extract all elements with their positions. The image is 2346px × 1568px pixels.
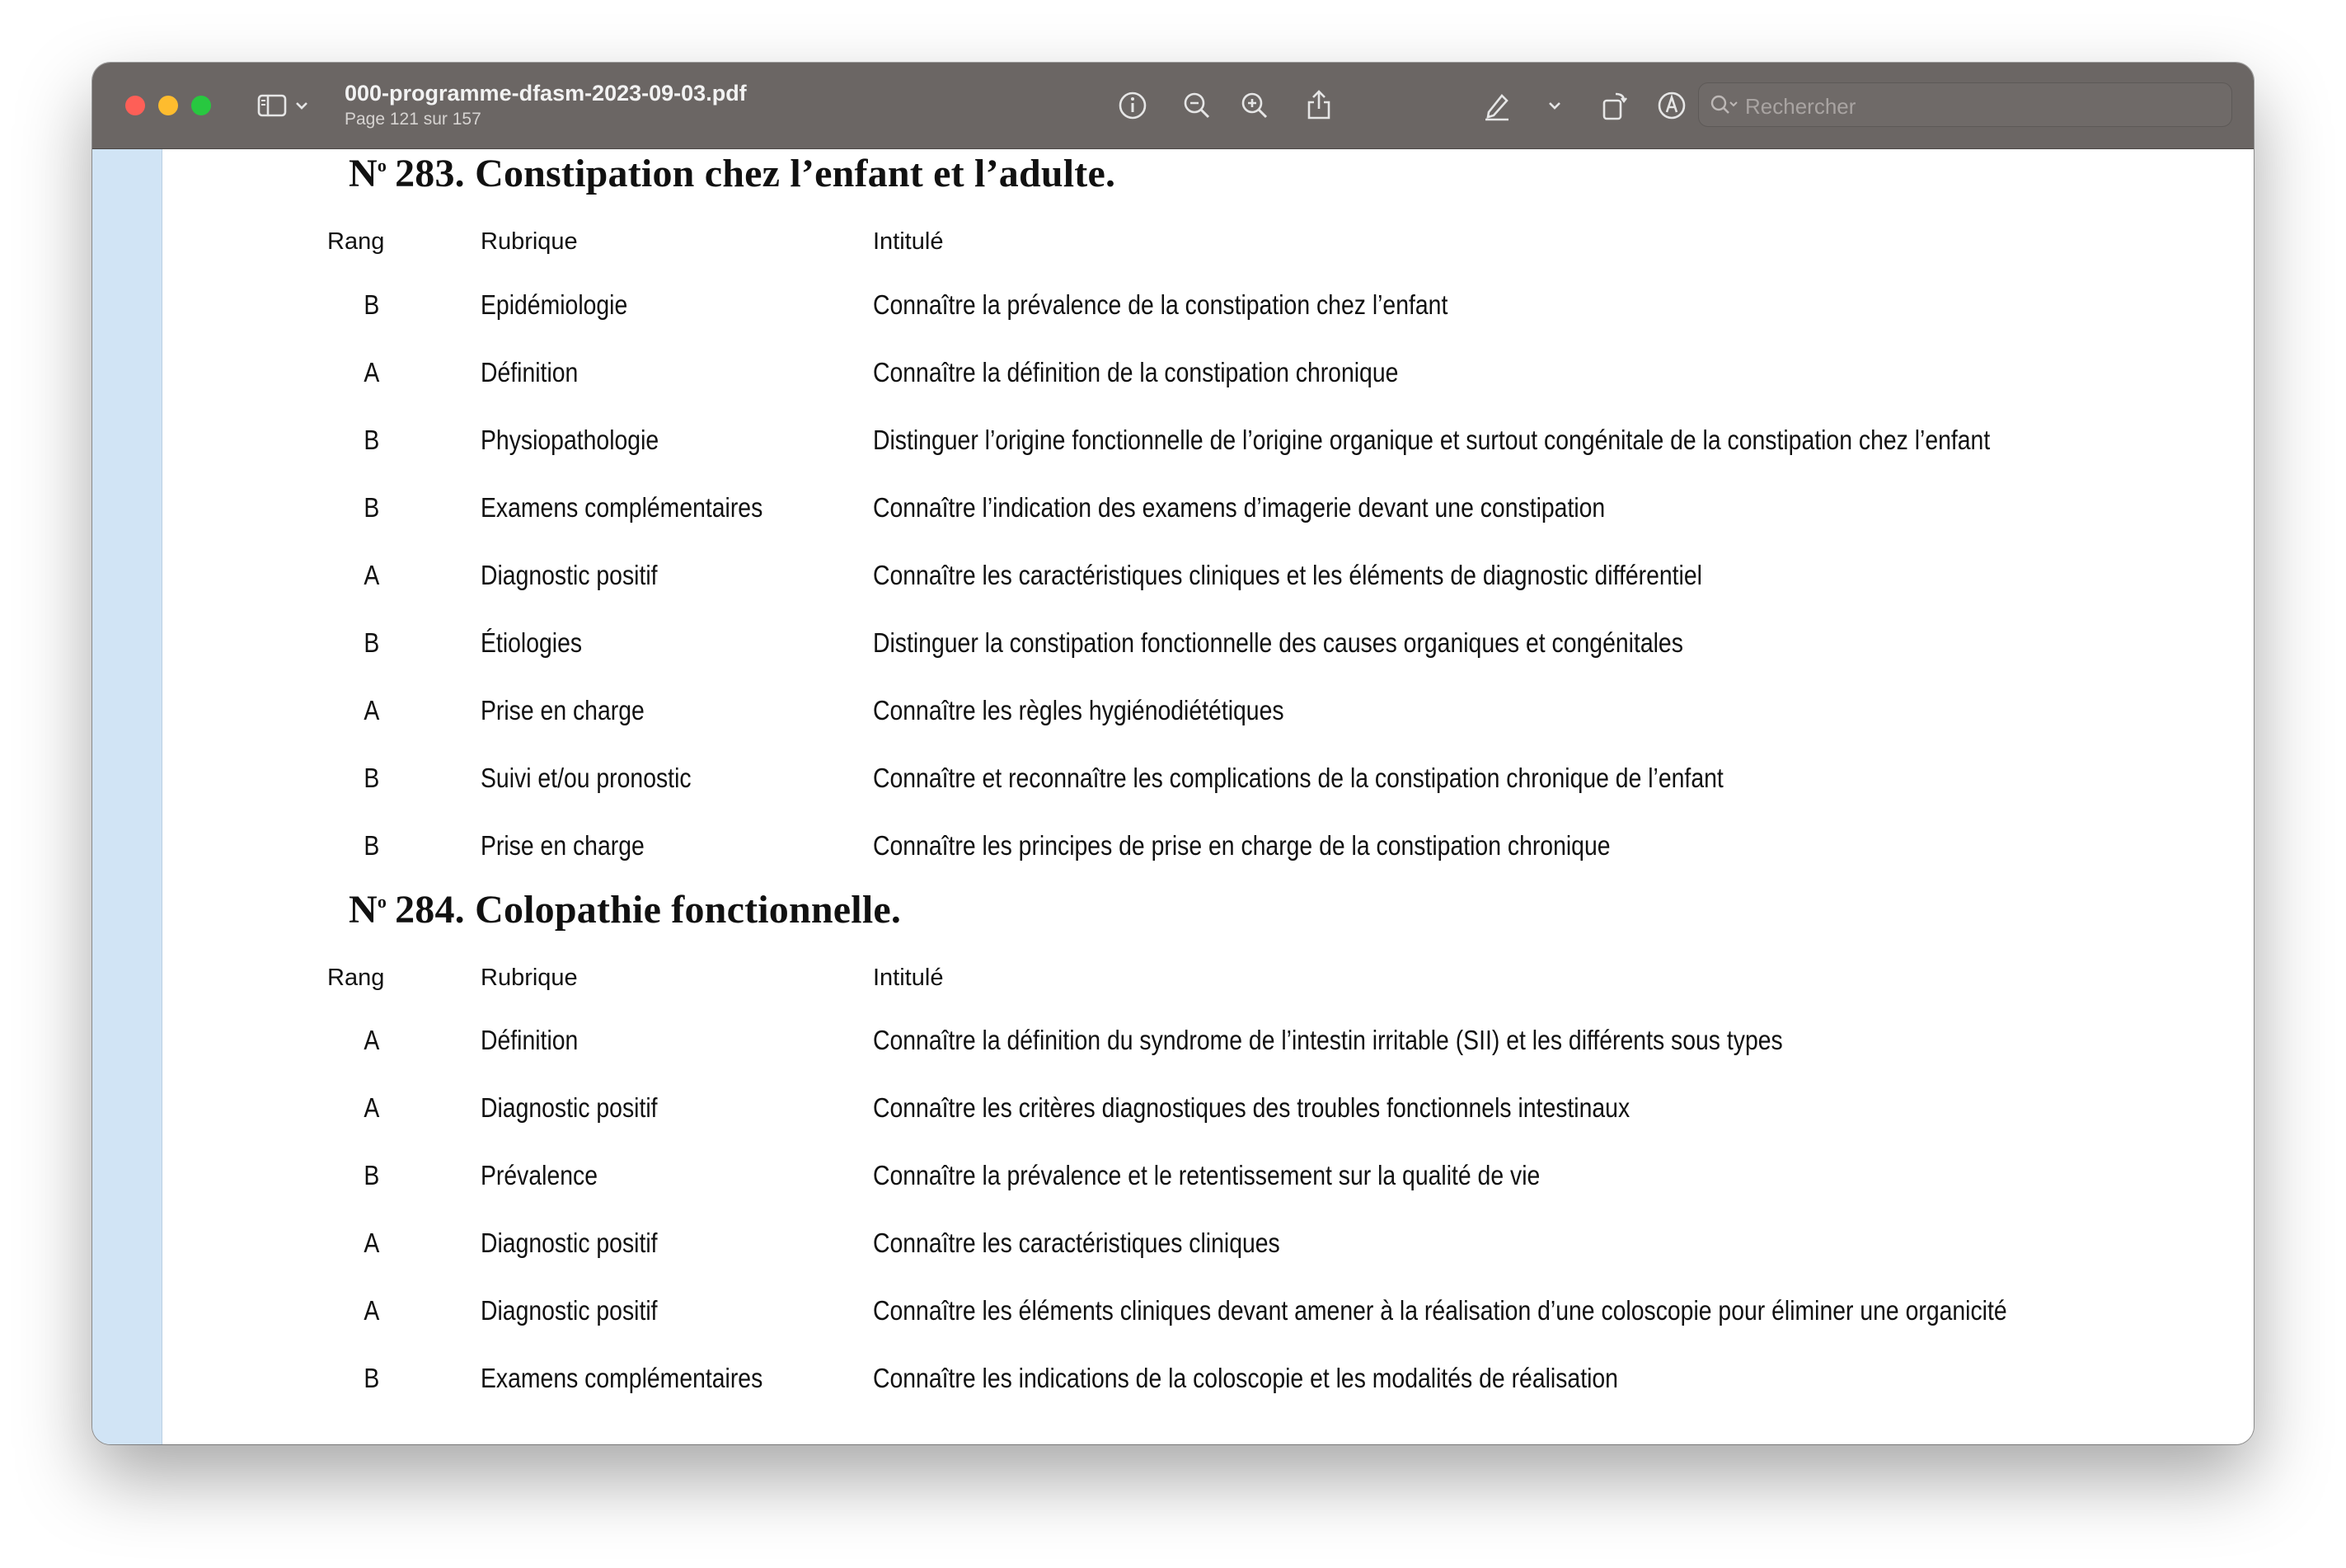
table-cell-rubrique: Examens complémentaires	[481, 1363, 763, 1393]
table-cell-rang: A	[364, 1092, 380, 1123]
section-title: 284. Colopathie fonctionnelle.	[395, 888, 902, 932]
minimize-window-button[interactable]	[158, 96, 178, 115]
table-cell-rubrique: Prise en charge	[481, 695, 645, 725]
table-cell-intitule: Connaître les critères diagnostiques des troubles fonctionnels intestinaux	[873, 1092, 1630, 1123]
table-cell-intitule: Connaître la prévalence et le retentissement sur la qualité de vie	[873, 1160, 1541, 1190]
search-field[interactable]	[1698, 82, 2232, 127]
table-cell-rang: B	[364, 830, 380, 861]
table-cell-intitule: Connaître les éléments cliniques devant amener à la réalisation d’une coloscopie pour éliminer une organicité	[873, 1295, 2007, 1326]
document-title: 000-programme-dfasm-2023-09-03.pdf	[345, 81, 747, 106]
table-cell-rang: B	[364, 1160, 380, 1190]
table-cell-rang: B	[364, 492, 380, 523]
section-number-superscript: o	[377, 155, 387, 176]
table-cell-intitule: Connaître la définition de la constipation chronique	[873, 357, 1399, 387]
title-bar	[92, 63, 2254, 149]
chevron-down-icon[interactable]	[1545, 86, 1565, 125]
table-cell-intitule: Connaître les indications de la coloscopie et les modalités de réalisation	[873, 1363, 1618, 1393]
search-input[interactable]	[1743, 92, 2208, 121]
table-cell-rubrique: Suivi et/ou pronostic	[481, 763, 692, 793]
zoom-in-icon[interactable]	[1235, 86, 1274, 125]
table-cell-intitule: Distinguer la constipation fonctionnelle des causes organiques et congénitales	[873, 627, 1683, 658]
column-header-rang: Rang	[327, 965, 385, 991]
rotate-icon[interactable]	[1594, 86, 1634, 125]
table-cell-rang: B	[364, 425, 380, 455]
table-cell-intitule: Connaître la prévalence de la constipation chez l’enfant	[873, 289, 1448, 320]
table-cell-rubrique: Diagnostic positif	[481, 1295, 658, 1326]
table-cell-rang: B	[364, 1363, 380, 1393]
preview-window	[92, 63, 2254, 1444]
section-number-superscript: o	[377, 891, 387, 912]
search-icon	[1709, 93, 1738, 122]
table-cell-rang: B	[364, 627, 380, 658]
table-cell-rubrique: Physiopathologie	[481, 425, 659, 455]
table-cell-rang: A	[364, 1228, 380, 1258]
section-number-symbol: N	[349, 888, 378, 932]
table-cell-rang: A	[364, 1025, 380, 1055]
table-cell-rubrique: Prévalence	[481, 1160, 598, 1190]
share-icon[interactable]	[1299, 86, 1339, 125]
zoom-window-button[interactable]	[191, 96, 211, 115]
table-cell-rubrique: Prise en charge	[481, 830, 645, 861]
table-cell-intitule: Connaître l’indication des examens d’imagerie devant une constipation	[873, 492, 1606, 523]
column-header-rubrique: Rubrique	[481, 965, 578, 991]
pdf-page	[162, 149, 2254, 1444]
sidebar-toggle-icon[interactable]	[254, 86, 290, 125]
section-title: 283. Constipation chez l’enfant et l’adulte.	[395, 152, 1116, 195]
table-cell-intitule: Connaître et reconnaître les complications de la constipation chronique de l’enfant	[873, 763, 1724, 793]
sidebar-strip	[92, 149, 162, 1444]
table-cell-rubrique: Diagnostic positif	[481, 1228, 658, 1258]
column-header-intitule: Intitulé	[873, 965, 944, 991]
table-cell-intitule: Connaître la définition du syndrome de l’intestin irritable (SII) et les différents sous types	[873, 1025, 1783, 1055]
section-heading	[349, 151, 1115, 196]
table-cell-rang: A	[364, 695, 380, 725]
table-cell-intitule: Connaître les caractéristiques cliniques et les éléments de diagnostic différentiel	[873, 560, 1702, 590]
table-cell-rubrique: Définition	[481, 357, 579, 387]
annotate-icon[interactable]	[1652, 86, 1691, 125]
column-header-rang: Rang	[327, 228, 385, 255]
table-cell-rubrique: Étiologies	[481, 627, 583, 658]
markup-pen-icon[interactable]	[1477, 86, 1517, 125]
table-cell-intitule: Connaître les principes de prise en charge de la constipation chronique	[873, 830, 1611, 861]
page-indicator: Page 121 sur 157	[345, 110, 481, 129]
table-cell-intitule: Connaître les règles hygiénodiététiques	[873, 695, 1284, 725]
table-cell-intitule: Distinguer l’origine fonctionnelle de l’origine organique et surtout congénitale de la constipation chez l’enfant	[873, 425, 1991, 455]
table-cell-rang: A	[364, 560, 380, 590]
table-cell-rang: A	[364, 1295, 380, 1326]
table-cell-rang: B	[364, 289, 380, 320]
table-cell-rubrique: Définition	[481, 1025, 579, 1055]
table-cell-rang: B	[364, 763, 380, 793]
column-header-rubrique: Rubrique	[481, 228, 578, 255]
table-cell-rang: A	[364, 357, 380, 387]
table-cell-rubrique: Epidémiologie	[481, 289, 628, 320]
table-cell-rubrique: Diagnostic positif	[481, 1092, 658, 1123]
table-cell-rubrique: Diagnostic positif	[481, 560, 658, 590]
section-heading	[349, 887, 901, 932]
zoom-out-icon[interactable]	[1177, 86, 1217, 125]
section-number-symbol: N	[349, 152, 378, 195]
table-cell-intitule: Connaître les caractéristiques cliniques	[873, 1228, 1280, 1258]
chevron-down-icon[interactable]	[292, 86, 312, 125]
column-header-intitule: Intitulé	[873, 228, 944, 255]
close-window-button[interactable]	[125, 96, 145, 115]
info-icon[interactable]	[1113, 86, 1152, 125]
table-cell-rubrique: Examens complémentaires	[481, 492, 763, 523]
